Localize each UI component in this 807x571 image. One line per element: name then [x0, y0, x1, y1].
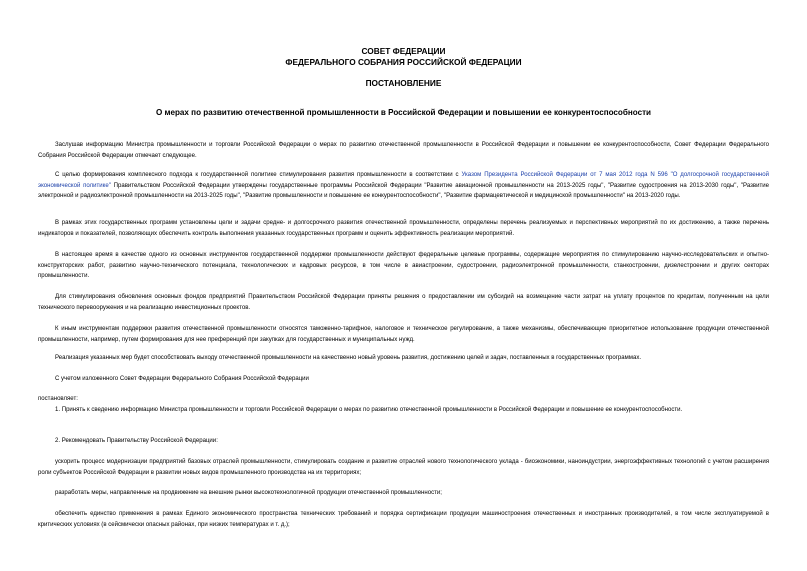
paragraph-instruments: К иным инструментам поддержки развития отечественной промышленности относятся таможенно-тарифное, налоговое и техническое регулирование, а также механизмы, обеспечивающие приоритетное использование продукции отечественной промышленности, например, путем формирования для нее преференций при закупках для государственных и муниципальных нужд. [38, 326, 769, 343]
paragraph-subsidies: Для стимулирования обновления основных фондов предприятий Правительством Российской Федерации приняты решения о предоставлении им субсидий на возмещение части затрат на уплату процентов по кредитам, полученным на цели технического перевооружения и на реализацию инвестиционных проектов. [38, 294, 769, 311]
document-type: ПОСТАНОВЛЕНИЕ [365, 78, 442, 88]
paragraph-programs-text-b: Правительством Российской Федерации утверждены государственные программы Российской Федерации "Развитие авиационной промышленности на 2013-2025 годы", "Развитие судостроения на 2013-2030 годы", "Развитие электронной и радиоэлектронной промышленности на 2013-2025 годы", "Развитие промышленности и повышение ее конкурентоспособности", "Развитие фармацевтической и медицинской промышленности" на 2013-2020 годы. [38, 182, 769, 199]
paragraph-considering: С учетом изложенного Совет Федерации Федерального Собрания Российской Федерации [55, 376, 309, 382]
document-title: О мерах по развитию отечественной промышленности в Российской Федерации и повышении ее конкурентоспособности [155, 108, 652, 117]
recommendation-export: разработать меры, направленные на продвижение на внешние рынки высокотехнологичной продукции отечественной промышленности; [55, 490, 442, 496]
paragraph-target-programs: В настоящее время в качестве одного из основных инструментов государственной поддержки промышленности действуют федеральные целевые программы, содержащие мероприятия по стимулированию научно-исследовательских и опытно-конструкторских работ, развитию научно-технического потенциала, технологических и кадровых ресурсов, в том числе в авиастроении, судостроении, радиоэлектронной промышленности, станкостроении, дизелестроении и других секторах промышленности. [38, 252, 769, 279]
recommendation-modernization: ускорить процесс модернизации предприятий базовых отраслей промышленности, стимулировать создание и развитие отраслей нового технологического уклада - биоэкономики, наноиндустрии, энергоэффективных технологий с учетом расширения роли субъектов Российской Федерации в развитии новых видов промышленного производства на их территориях; [38, 459, 769, 476]
paragraph-outcome: Реализация указанных мер будет способствовать выходу отечественной промышленности на качественно новый уровень развития, достижению целей и задач, поставленных в государственных программах. [55, 355, 642, 361]
header-line-assembly: ФЕДЕРАЛЬНОГО СОБРАНИЯ РОССИЙСКОЙ ФЕДЕРАЦИИ [285, 57, 522, 67]
decree-link[interactable]: Указом Президента Российской Федерации от 7 мая 2012 года N 596 "О долгосрочной государственной экономической политике" [38, 172, 769, 189]
resolution-item-1: 1. Принять к сведению информацию Министра промышленности и торговли Российской Федерации о мерах по развитию отечественной промышленности в Российской Федерации и повышение ее конкурентоспособности. [55, 407, 683, 413]
recommendation-certification: обеспечить единство применения в рамках Единого экономического пространства технических требований и порядка сертификации продукции машиностроения отечественных и иностранных производителей, в том числе эксплуатируемой в критических условиях (в сейсмически опасных районах, при низких температурах и т. д.); [38, 511, 769, 528]
paragraph-resolves: постановляет: [38, 396, 78, 402]
header-line-council: СОВЕТ ФЕДЕРАЦИИ [361, 46, 446, 56]
paragraph-programs [38, 170, 769, 202]
resolution-item-2: 2. Рекомендовать Правительству Российской Федерации: [55, 438, 218, 444]
paragraph-goals: В рамках этих государственных программ установлены цели и задачи средне- и долгосрочного развития отечественной промышленности, определены перечень реализуемых и перспективных мероприятий по их достижению, а также перечень индикаторов и показателей, позволяющих обеспечить контроль выполнения указанных государственных программ и оценить эффективность реализации мероприятий. [38, 220, 769, 237]
paragraph-programs-text-a: С целью формирования комплексного подхода к государственной политике стимулирования развития промышленности в соответствии с [55, 172, 462, 178]
paragraph-intro: Заслушав информацию Министра промышленности и торговли Российской Федерации о мерах по развитию отечественной промышленности в Российской Федерации и повышении ее конкурентоспособности, Совет Федерации Федерального Собрания Российской Федерации отмечает следующее. [38, 142, 769, 159]
